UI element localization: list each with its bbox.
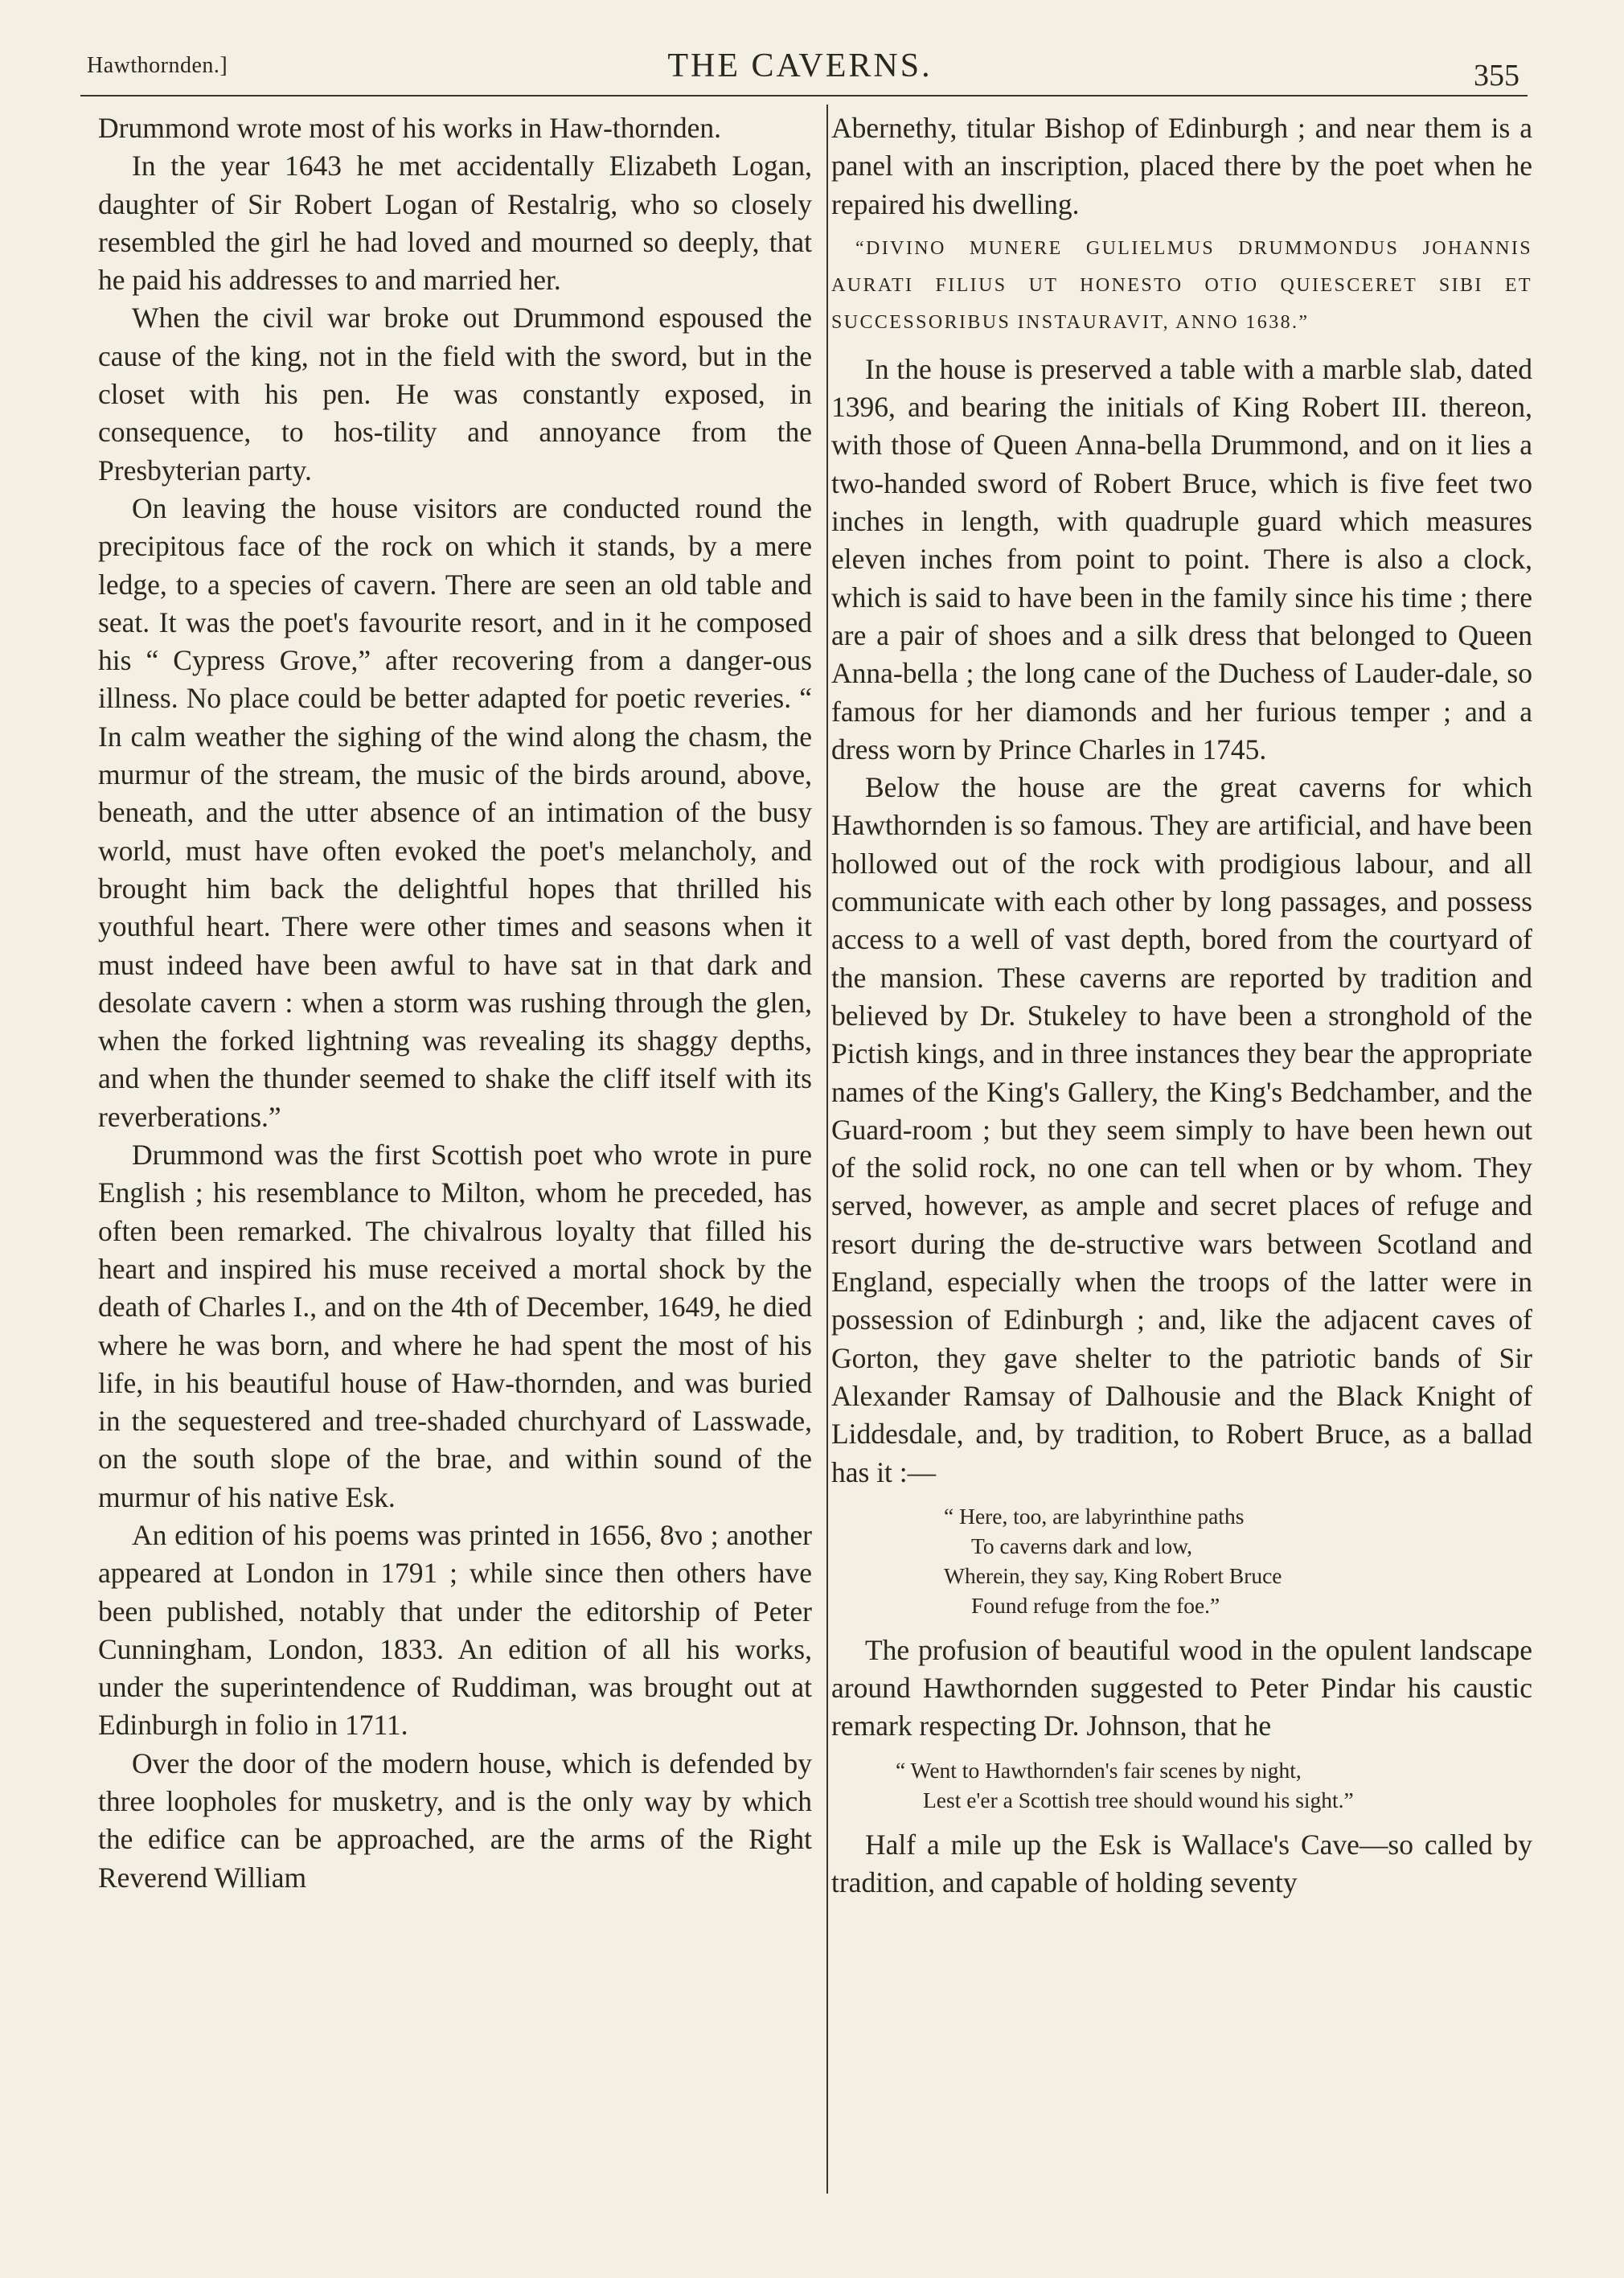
- paragraph-wallace-cave: Half a mile up the Esk is Wallace's Cave—so called by tradition, and capable of holding seventy: [831, 1828, 1532, 1898]
- ballad-quote: [831, 1501, 1532, 1620]
- running-head-section: Hawthornden.]: [87, 53, 228, 78]
- ballad-line: To caverns dark and low,: [971, 1533, 1193, 1558]
- paragraph-profusion: The profusion of beautiful wood in the opulent landscape around Hawthornden suggested to Peter Pindar his caustic remark respecting Dr. Johnson, that he: [831, 1633, 1532, 1742]
- column-rule: [826, 105, 828, 2194]
- paragraph-marriage: In the year 1643 he met accidentally Elizabeth Logan, daughter of Sir Robert Logan of Restalrig, who so closely resembled the girl he had loved and mourned so deeply, that he paid his addresses to and married her.: [98, 150, 812, 297]
- couplet-quote: [831, 1755, 1532, 1815]
- paragraph-great-caverns: Below the house are the great caverns for which Hawthornden is so famous. They are artificial, and have been hollowed out of the rock with prodigious labour, and all communicate with each other by long passages, and possess access to a well of vast depth, bored from the courtyard of the mansion. These caverns are reported by tradition and believed by Dr. Stukeley to have been a stronghold of the Pictish kings, and in three instances they bear the appropriate names of the King's Gallery, the King's Bedchamber, and the Guard-room ; but they seem simply to have been hewn out of the solid rock, no one can tell when or by whom. They served, however, as ample and secret places of refuge and resort during the de-structive wars between Scotland and England, especially when the troops of the latter were in possession of Edinburgh ; and, like the adjacent caves of Gorton, they gave shelter to the patriotic bands of Sir Alexander Ramsay of Dalhousie and the Black Knight of Liddesdale, and, by tradition, to Robert Bruce, as a ballad has it :—: [831, 771, 1532, 1488]
- paragraph-civil-war: When the civil war broke out Drummond espoused the cause of the king, not in the field with the sword, but in the closet with his pen. He was constantly exposed, in consequence, to hos-tility and annoyance from the Presbyterian party.: [98, 302, 812, 486]
- running-head-title: THE CAVERNS.: [667, 47, 933, 84]
- right-column: [831, 109, 1532, 1902]
- paragraph-cavern-visit: On leaving the house visitors are conducted round the precipitous face of the rock on which it stands, by a mere ledge, to a species of cavern. There are seen an old table and seat. It was the poet's favourite resort, and in it he composed his “ Cypress Grove,” after recovering from a danger-ous illness. No place could be better adapted for poetic reveries. “ In calm weather the sighing of the wind along the chasm, the murmur of the stream, the music of the birds around, above, beneath, and the utter absence of an intimation of the busy world, must have often evoked the poet's melancholy, and brought him back the delightful hopes that thrilled his youthful heart. There were other times and seasons when it must indeed have been awful to have sat in that dark and desolate cavern : when a storm was rushing through the glen, when the forked lightning was revealing its shaggy depths, and when the thunder seemed to shake the cliff itself with its reverberations.”: [98, 491, 812, 1133]
- ballad-line: Wherein, they say, King Robert Bruce: [944, 1562, 1282, 1588]
- couplet-line: Lest e'er a Scottish tree should wound his sight.”: [923, 1787, 1354, 1812]
- latin-inscription: “DIVINO MUNERE GULIELMUS DRUMMONDUS JOHANNIS AURATI FILIUS UT HONESTO OTIO QUIESCERET SIBI ET SUCCESSORIBUS INSTAURAVIT, ANNO 1638.”: [831, 237, 1532, 333]
- ballad-line: “ Here, too, are labyrinthine paths: [944, 1503, 1245, 1529]
- couplet-line: “ Went to Hawthornden's fair scenes by night,: [896, 1757, 1302, 1783]
- header-rule: [80, 95, 1528, 96]
- paragraph-abernethy: Abernethy, titular Bishop of Edinburgh ; and near them is a panel with an inscription, placed there by the poet when he repaired his dwelling.: [831, 112, 1532, 220]
- page-number: 355: [1474, 59, 1519, 92]
- paragraph-editions: An edition of his poems was printed in 1656, 8vo ; another appeared at London in 1791 ; while since then others have been published, notably that under the editorship of Peter Cunningham, London, 1833. An edition of all his works, under the superintendence of Ruddiman, was brought out at Edinburgh in folio in 1711.: [98, 1518, 812, 1742]
- left-column: [98, 109, 812, 1897]
- ballad-line: Found refuge from the foe.”: [971, 1592, 1220, 1618]
- paragraph-works: Drummond wrote most of his works in Haw-thornden.: [98, 112, 721, 144]
- paragraph-door-arms: Over the door of the modern house, which is defended by three loopholes for musketry, and is the only way by which the edifice can be approached, are the arms of the Right Reverend William: [98, 1746, 812, 1894]
- running-head: [80, 39, 1519, 95]
- paragraph-house-relics: In the house is preserved a table with a marble slab, dated 1396, and bearing the initials of King Robert III. thereon, with those of Queen Anna-bella Drummond, and on it lies a two-handed sword of Robert Bruce, which is five feet two inches in length, with quadruple guard which measures eleven inches from point to point. There is also a clock, which is said to have been in the family since his time ; there are a pair of shoes and a silk dress that belonged to Queen Anna-bella ; the long cane of the Duchess of Lauder-dale, so famous for her diamonds and her furious temper ; and a dress worn by Prince Charles in 1745.: [831, 352, 1532, 765]
- paragraph-death: Drummond was the first Scottish poet who wrote in pure English ; his resemblance to Milton, whom he preceded, has often been remarked. The chivalrous loyalty that filled his heart and inspired his muse received a mortal shock by the death of Charles I., and on the 4th of December, 1649, he died where he was born, and where he had spent the most of his life, in his beautiful house of Haw-thornden, and was buried in the sequestered and tree-shaded churchyard of Lasswade, on the south slope of the brae, and within sound of the murmur of his native Esk.: [98, 1139, 812, 1513]
